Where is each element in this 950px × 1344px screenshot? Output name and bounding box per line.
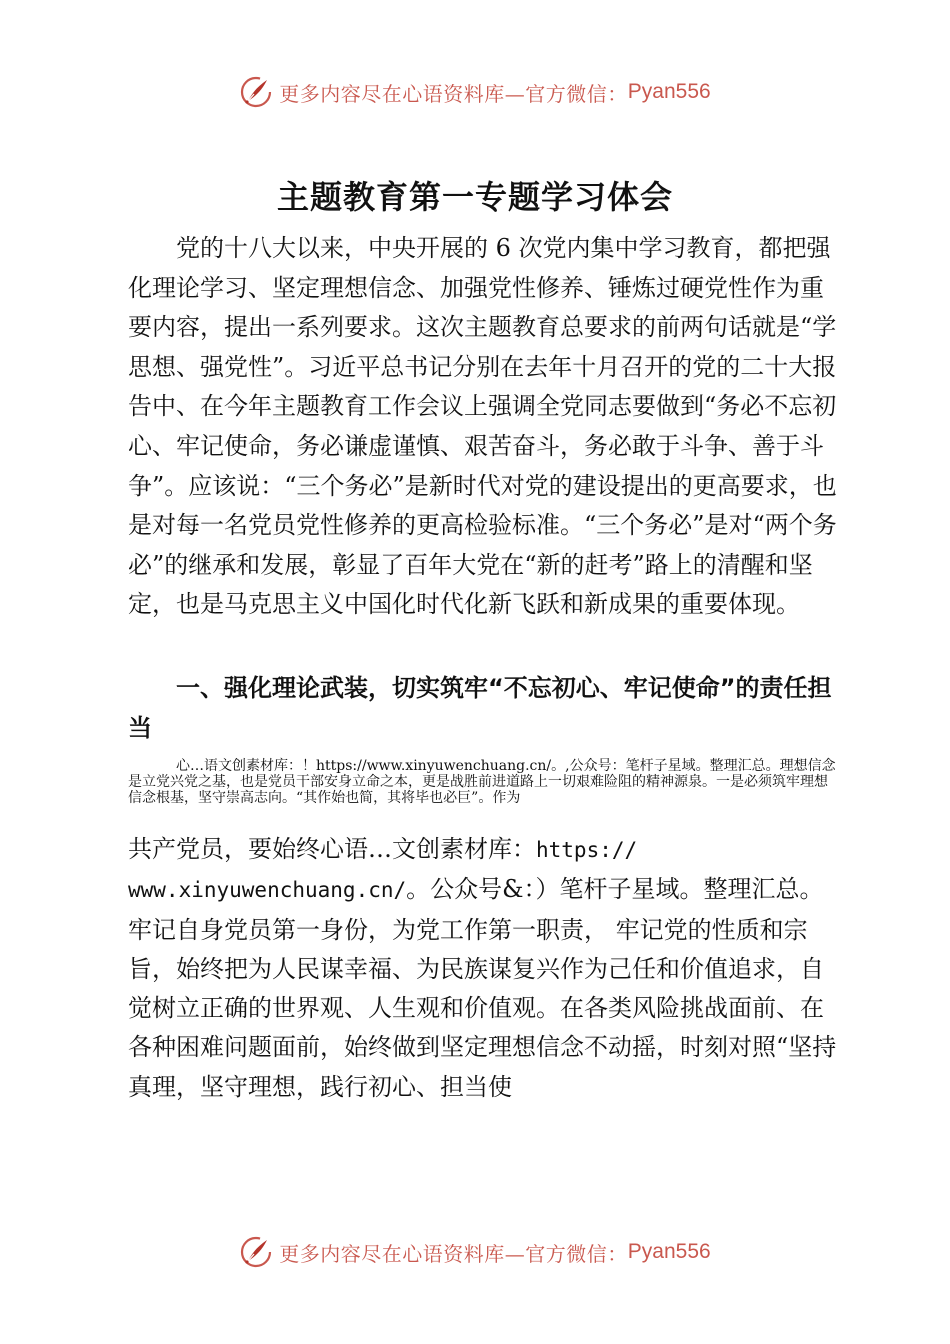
footer-banner bbox=[0, 1232, 950, 1272]
url-fragment-2: www.xinyuwenchuang.cn/ bbox=[128, 878, 407, 903]
header-banner bbox=[0, 72, 950, 112]
quill-pen-logo-icon bbox=[239, 75, 273, 109]
paragraph-section-1 bbox=[128, 830, 838, 1107]
paragraph-intro: 党的十八大以来，中央开展的 6 次党内集中学习教育，都把强化理论学习、坚定理想信念、加强党性修养、锤炼过硬党性作为重要内容，提出一系列要求。这次主题教育总要求的前两句话就是“学思想、强党性”。习近平总书记分别在去年十月召开的党的二十大报告中、在今年主题教育工作会议上强调全党同志要做到“务必不忘初心、牢记使命，务必谦虚谨慎、艰苦奋斗，务必敢于斗争、善于斗争”。应该说：“三个务必”是新时代对党的建设提出的更高要求，也是对每一名党员党性修养的更高检验标准。“三个务必”是对“两个务必”的继承和发展，彰显了百年大党在“新的赶考”路上的清醒和坚定，也是马克思主义中国化时代化新飞跃和新成果的重要体现。 bbox=[128, 234, 837, 619]
small-print-note: 心…语文创素材库：！https://www.xinyuwenchuang.cn/。,公众号：笔杆子星域。整理汇总。理想信念是立党兴党之基，也是党员干部安身立命之本，更是战胜前进道路上一切艰难险阻的精神源泉。一是必须筑牢理想信念根基，坚守崇高志向。“其作始也简，其将毕也必巨”。作为 bbox=[128, 758, 836, 806]
banner-wechat-id: Pyan556 bbox=[627, 1240, 711, 1263]
paragraph-text-b: 。公众号&：）笔杆子星域。整理汇总。牢记自身党员第一身份，为党工作第一职责， 牢记党的性质和宗旨，始终把为人民谋幸福、为民族谋复兴作为己任和价值追求，自觉树立正确的世界观、人生观和价值观。在各类风险挑战面前、在各种困难问题面前，始终做到坚定理想信念不动摇，时刻对照“坚持真理，坚守理想，践行初心、担当使 bbox=[128, 875, 837, 1101]
banner-text: 更多内容尽在心语资料库—官方微信： bbox=[279, 1241, 628, 1266]
banner-text: 更多内容尽在心语资料库—官方微信： bbox=[279, 81, 628, 106]
banner-wechat-id: Pyan556 bbox=[627, 80, 711, 103]
url-fragment-1: https:// bbox=[536, 838, 638, 862]
paragraph-text-a: 共产党员，要始终心语…文创素材库： bbox=[128, 835, 536, 863]
quill-pen-logo-icon bbox=[239, 1235, 273, 1269]
section-heading-1: 一、强化理论武装，切实筑牢“不忘初心、牢记使命”的责任担当 bbox=[128, 674, 832, 742]
document-title: 主题教育第一专题学习体会 bbox=[276, 178, 673, 216]
